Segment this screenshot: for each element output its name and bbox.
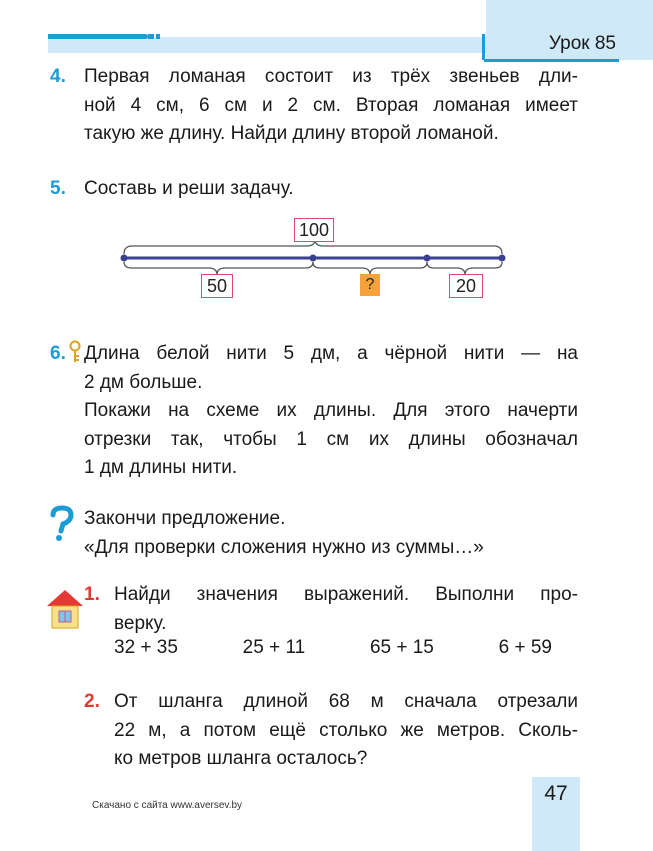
page-number: 47 [544,782,568,805]
task6-line: 2 дм больше. [84,371,203,393]
lesson-tab-line [482,34,485,60]
source-note: Скачано с сайта www.aversev.by [92,800,243,811]
question-text [84,505,578,562]
segment-diagram [110,216,520,300]
question-line: Закончи предложение. [84,508,286,529]
segment-point [121,255,128,262]
part1-label: 50 [201,274,233,298]
task6-line: 1 дм длины нити. [84,457,238,478]
task4-line: Первая ломаная состоит из трёх звеньев дли- [84,66,578,87]
segment-point [310,255,317,262]
task4-line: ной 4 см, 6 см и 2 см. Вторая ломаная имеет [84,94,578,116]
home2-line: 22 м, а потом ещё столько же метров. Сколь- [114,719,578,741]
task6-line: отрезки так, чтобы 1 см их длины обозначал [84,428,578,450]
expression: 6 + 59 [498,637,552,658]
home1-line: верку. [114,612,167,634]
expressions-row [114,637,552,659]
home2-line: ко метров шланга осталось? [114,748,368,769]
home2-line: От шланга длиной 68 м сначала отрезали [114,691,578,712]
task6-number: 6. [50,343,66,364]
task5-text: Составь и реши задачу. [84,178,294,199]
lesson-underline [484,59,619,62]
header-band [48,37,538,53]
header-dot [148,34,154,39]
home1-line: Найди значения выражений. Выполни про- [114,584,578,605]
segment-point [499,255,506,262]
key-icon [67,340,83,364]
total-label: 100 [294,218,334,242]
home2-number: 2. [84,691,100,712]
task4-number: 4. [50,66,66,87]
task4-text [84,63,578,149]
expression: 32 + 35 [114,637,178,658]
task5-number: 5. [50,178,66,199]
segment-point [424,255,431,262]
expression: 65 + 15 [369,637,434,658]
home1-number: 1. [84,584,100,605]
header-dot [156,34,160,39]
task4-line: такую же длину. Найди длину второй ломаной. [84,123,499,144]
expression: 25 + 11 [242,637,306,658]
task6-text [84,340,578,483]
header-stripe [48,34,148,39]
unknown-part-label: ? [360,274,380,296]
home1-text [114,581,578,638]
home2-text [114,688,578,774]
question-icon [47,505,75,543]
task6-line: Длина белой нити 5 дм, а чёрной нити — на [84,343,578,364]
question-line: «Для проверки сложения нужно из суммы…» [84,536,484,558]
task6-line: Покажи на схеме их длины. Для этого начерти [84,400,578,421]
lesson-label: Урок 85 [548,33,616,54]
part3-label: 20 [449,274,483,298]
house-icon [44,586,86,630]
